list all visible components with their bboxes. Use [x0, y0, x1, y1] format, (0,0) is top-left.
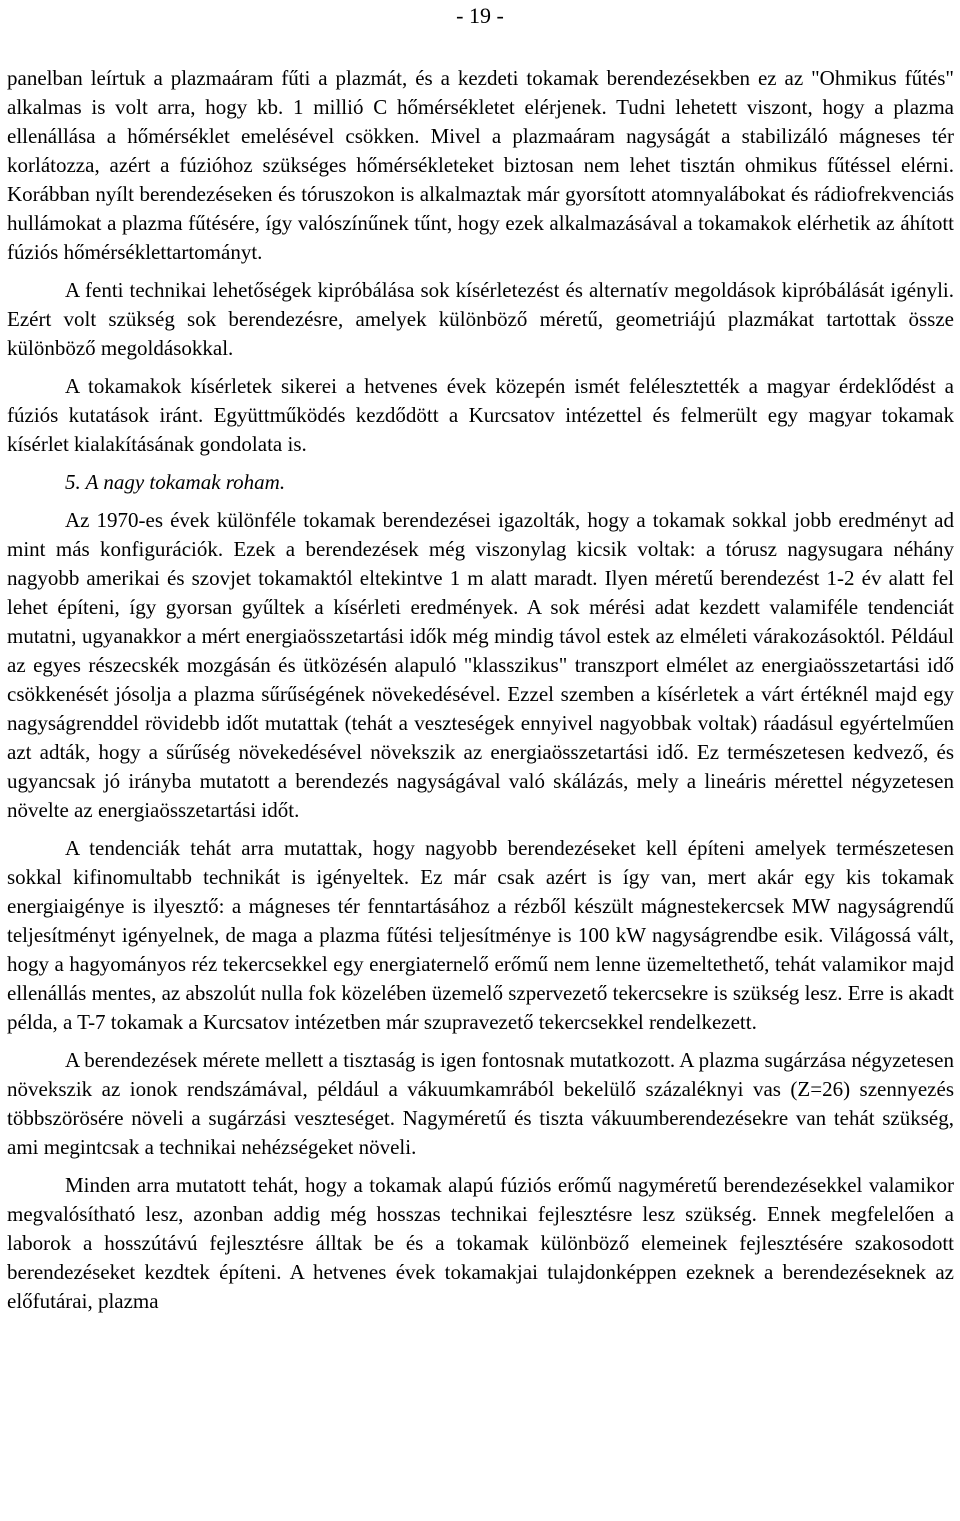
paragraph-7: Minden arra mutatott tehát, hogy a tokamak alapú fúziós erőmű nagyméretű berendezésekkel valamikor megvalósítható lesz, azonban addig még hosszas technikai fejlesztésre lesz szükség. Ennek megfelelően a laborok a hosszútávú fejlesztésre álltak be és a tokamak különböző elemeinek fejlesztésére szakosodott berendezéseket kezdtek építeni. A hetvenes évek tokamakjai tulajdonképpen ezeknek a berendezéseknek az előfutárai, plazma: [7, 1173, 954, 1313]
paragraph-6: A berendezések mérete mellett a tisztaság is igen fontosnak mutatkozott. A plazma sugárzása négyzetesen növekszik az ionok rendszámával, például a vákuumkamrából bekelülő százaléknyi vas (Z=26) szennyezés többszörösére növeli a sugárzási veszteséget. Nagyméretű és tiszta vákuumberendezésekre van tehát szükség, ami megintcsak a technikai nehézségeket növeli.: [7, 1048, 954, 1159]
page-number: - 19 -: [456, 3, 504, 28]
paragraph-1: panelban leírtuk a plazmaáram fűti a plazmát, és a kezdeti tokamak berendezésekben ez az "Ohmikus fűtés" alkalmas is volt arra, hogy kb. 1 millió C hőmérsékletet elérjenek. Tudni lehetett viszont, hogy a plazma ellenállása a hőmérséklet emelésével csökken. Mivel a plazmaáram nagyságát a stabilizáló mágneses tér korlátozza, azért a fúzióhoz szükséges hőmérsékleteket biztosan nem lehet tisztán ohmikus fűtéssel elérni. Korábban nyílt berendezéseken és tóruszokon is alkalmaztak már gyorsított atomnyalábokat és rádiofrekvenciás hullámokat a plazma fűtésére, így valószínűnek tűnt, hogy ezek alkalmazásával a tokamakok elérhetik az áhított fúziós hőmérséklettartományt.: [7, 66, 954, 264]
paragraph-2: A fenti technikai lehetőségek kipróbálása sok kísérletezést és alternatív megoldások kipróbálását igényli. Ezért volt szükség sok berendezésre, amelyek különböző méretű, geometriájú plazmákat tartottak össze különböző megoldásokkal.: [7, 278, 954, 360]
paragraph-4: Az 1970-es évek különféle tokamak berendezései igazolták, hogy a tokamak sokkal jobb eredményt ad mint más konfigurációk. Ezek a berendezések még viszonylag kicsik voltak: a tórusz nagysugara néhány nagyobb amerikai és szovjet tokamaktól eltekintve 1 m alatt maradt. Ilyen méretű berendezést 1-2 év alatt fel lehet építeni, így gyorsan gyűltek a kísérleti eredmények. A sok mérési adat kezdett valamiféle tendenciát mutatni, ugyanakkor a mért energiaösszetartási idők még mindig távol estek az elméleti várakozásoktól. Például az egyes részecskék mozgásán és ütközésén alapuló "klasszikus" transzport elmélet az energiaösszetartási idő csökkenését jósolja a plazma sűrűségének növekedésével. Ezzel szemben a kísérletek a várt értéknél majd egy nagyságrenddel rövidebb időt mutattak (tehát a veszteségek ennyivel nagyobbak voltak) ráadásul egyértelműen azt adták, hogy a sűrűség növekedésével növekszik az energiaösszetartási idő. Ez természetesen kedvező, és ugyancsak jó irányba mutatott a berendezés nagyságával való skálázás, mely a lineáris mérettel négyzetesen növelte az energiaösszetartási időt.: [7, 508, 954, 822]
paragraph-5: A tendenciák tehát arra mutattak, hogy nagyobb berendezéseket kell építeni amelyek természetesen sokkal kifinomultabb technikát is igényeltek. Ez már csak azért is így van, mert akár egy kis tokamak energiaigénye is ilyesztő: a mágneses tér fenntartásához a rézből készült mágnestekercsek MW nagyságrendű teljesítményt igényelnek, de maga a plazma fűtési teljesítménye is 100 kW nagyságrendbe esik. Világossá vált, hogy a hagyományos réz tekercsekkel egy energiaternelő erőmű nem lenne üzemeltethető, tehát valamikor majd ellenállás mentes, az abszolút nulla fok közelében üzemelő szpervezető tekercsekre is szükség lesz. Erre is akadt példa, a T-7 tokamak a Kurcsatov intézetben már szupravezető tekercsekkel rendelkezett.: [7, 836, 954, 1034]
paragraph-3: A tokamakok kísérletek sikerei a hetvenes évek közepén ismét felélesztették a magyar érdeklődést a fúziós kutatások iránt. Együttműködés kezdődött a Kurcsatov intézettel és felmerült egy magyar tokamak kísérlet kialakításának gondolata is.: [7, 374, 954, 456]
section-heading: 5. A nagy tokamak roham.: [65, 470, 286, 494]
body-text: [7, 64, 954, 1316]
